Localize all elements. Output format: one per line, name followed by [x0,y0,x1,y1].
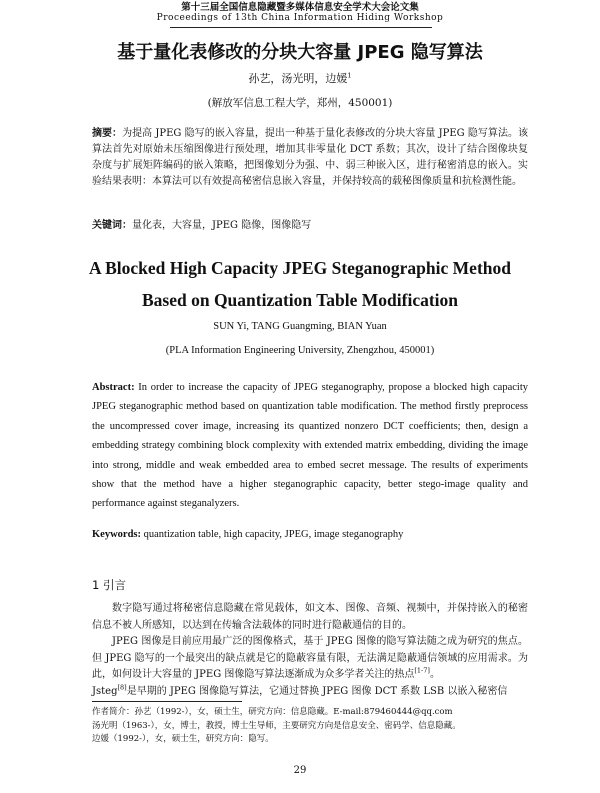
page-number: 29 [293,765,307,776]
cn-abstract-label: 摘要： [92,128,123,139]
en-keywords-text: quantization table, high capacity, JPEG, image steganography [143,529,404,540]
en-abstract-label: Abstract: [92,382,135,393]
cn-author-sup: 1 [347,71,352,80]
body-paragraph: 数字隐写通过将秘密信息隐藏在常见载体，如文本、图像、音频、视频中，并保持嵌入的秘密信息不被人所感知，以达到在传输含法载体的同时进行隐蔽通信的目的。 [92,603,528,631]
cn-affiliation: (解放军信息工程大学，郑州，450001) [207,97,393,109]
running-head [0,2,600,24]
citation: [8] [117,683,127,692]
en-title-line1: A Blocked High Capacity JPEG Steganographic Method [89,258,511,278]
cn-title: 基于量化表修改的分块大容量 JPEG 隐写算法 [117,42,483,63]
en-affiliation: (PLA Information Engineering University, Zhengzhou, 450001) [165,345,435,356]
en-abstract [92,378,528,514]
paragraph-start: Jsteg [92,685,118,697]
cn-keywords-label: 关键词： [92,220,132,231]
running-head-cn: 第十三届全国信息隐藏暨多媒体信息安全学术大会论文集 [181,2,419,13]
header-rule [170,27,432,28]
cn-authors [0,70,600,86]
en-keywords-label: Keywords: [92,529,141,540]
body-paragraph [92,634,528,684]
cn-keywords-text: 量化表，大容量，JPEG 隐像，图像隐写 [132,220,312,231]
footnote-rule [92,701,242,702]
en-authors: SUN Yi, TANG Guangming, BIAN Yuan [213,321,387,332]
cn-abstract [92,126,528,190]
paragraph-tail: 。 [429,669,440,680]
paragraph-text: 是早期的 JPEG 图像隐写算法，它通过替换 JPEG 图像 DCT 系数 LSB 以嵌入秘密信 [126,685,508,697]
en-title-line2: Based on Quantization Table Modification [141,290,459,310]
en-keywords [92,529,528,540]
footnote-line: 作者简介：孙艺（1992-），女，硕士生，研究方向：信息隐藏。E-mail:879460444@qq.com [92,707,453,717]
cn-keywords [92,216,528,231]
paragraph-text: JPEG 图像是目前应用最广泛的图像格式，基于 JPEG 图像的隐写算法随之成为研究的焦点。但 JPEG 隐写的一个最突出的缺点就是它的隐蔽容量有限，无法满足隐蔽通信领域的应用需求。为此，如何设计大容量的 JPEG 图像隐写算法逐渐成为众多学者关注的热点 [92,636,528,680]
citation: [1-7] [414,666,430,675]
footnotes [92,706,532,747]
cn-author-names: 孙艺，汤光明，边媛 [248,72,348,85]
footnote-line: 汤光明（1963-），女，博士，教授，博士生导师，主要研究方向是信息安全、密码学、信息隐藏。 [92,720,461,731]
running-head-en: Proceedings of 13th China Information Hiding Workshop [156,13,444,23]
section-body [92,601,528,700]
en-abstract-text: In order to increase the capacity of JPEG steganography, propose a blocked high capacity JPEG steganographic method based on quantization table modification. The method firstly preprocess the uncompressed cover image, increasing its quantized nonzero DCT coefficients; then, design a embedding strategy combining block complexity with extended matrix embedding, dividing the image into strong, middle and weak embedded area to embed secret message. The results of experiments show that the method have a higher steganographic capacity, better stego-image quality and performance against steganalyzers. [92,382,528,510]
footnote-line: 边媛（1992-），女，硕士生，研究方向：隐写。 [92,734,274,744]
section-heading: 1 引言 [92,578,126,592]
body-paragraph [92,684,528,701]
cn-abstract-text: 为提高 JPEG 隐写的嵌入容量，提出一种基于量化表修改的分块大容量 JPEG 隐写算法。该算法首先对原始未压缩图像进行预处理，增加其非零量化 DCT 系数；其次，设计了结合图像块复杂度与扩展矩阵编码的嵌入策略，把图像划分为强、中、弱三种嵌入区，进行秘密消息的嵌入。实验结果表明：本算法可以有效提高秘密信息嵌入容量，并保持较高的载秘图像质量和抗检测性能。 [92,128,529,187]
